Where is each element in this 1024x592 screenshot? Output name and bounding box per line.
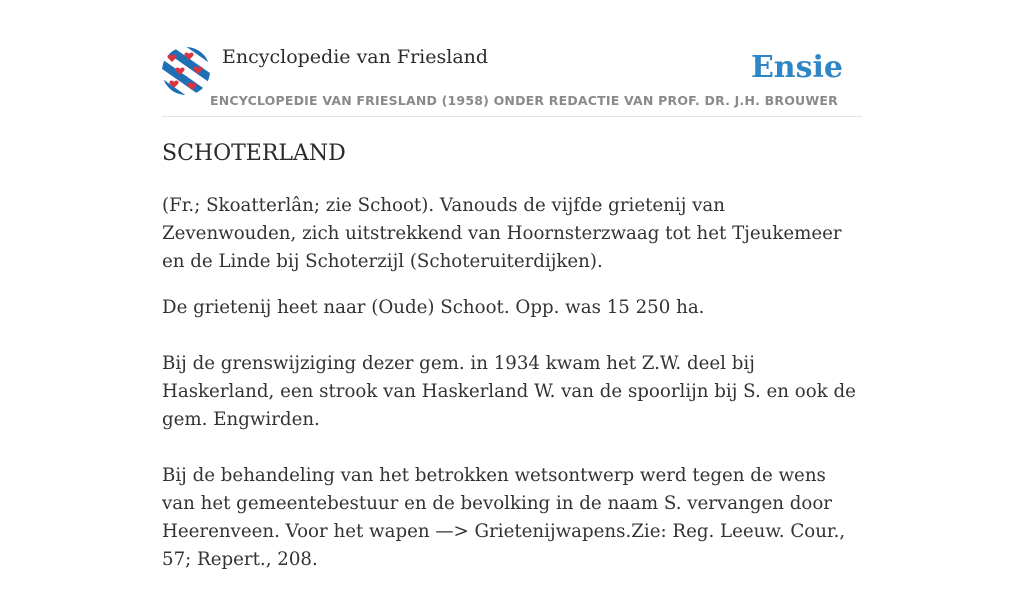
entry-content: [162, 138, 862, 592]
site-subtitle: ENCYCLOPEDIE VAN FRIESLAND (1958) ONDER REDACTIE VAN PROF. DR. J.H. BROUWER: [210, 93, 838, 108]
site-header: [162, 44, 862, 117]
friesland-flag-icon[interactable]: [162, 47, 210, 95]
site-title[interactable]: Encyclopedie van Friesland: [222, 46, 489, 68]
ensie-brand-link[interactable]: Ensie: [750, 50, 843, 85]
entry-paragraph: Bij de behandeling van het betrokken wetsontwerp werd tegen de wens van het gemeentebestuur en de bevolking in de naam S. vervangen door Heerenveen. Voor het wapen —> Grietenijwapens.Zie: Reg. Leeuw. Cour., 57; Repert., 208.: [162, 465, 846, 570]
entry-paragraph: (Fr.; Skoatterlân; zie Schoot). Vanouds de vijfde grietenij van Zevenwouden, zich uitstrekkend van Hoornsterzwaag tot het Tjeukemeer en de Linde bij Schoterzijl (Schoteruiterdijken).: [162, 195, 842, 272]
entry-paragraph: Bij de grenswijziging dezer gem. in 1934 kwam het Z.W. deel bij Haskerland, een strook van Haskerland W. van de spoorlijn bij S. en ook de gem. Engwirden.: [162, 353, 856, 430]
entry-paragraph: De grietenij heet naar (Oude) Schoot. Opp. was 15 250 ha.: [162, 297, 705, 318]
entry-title: SCHOTERLAND: [162, 141, 346, 166]
